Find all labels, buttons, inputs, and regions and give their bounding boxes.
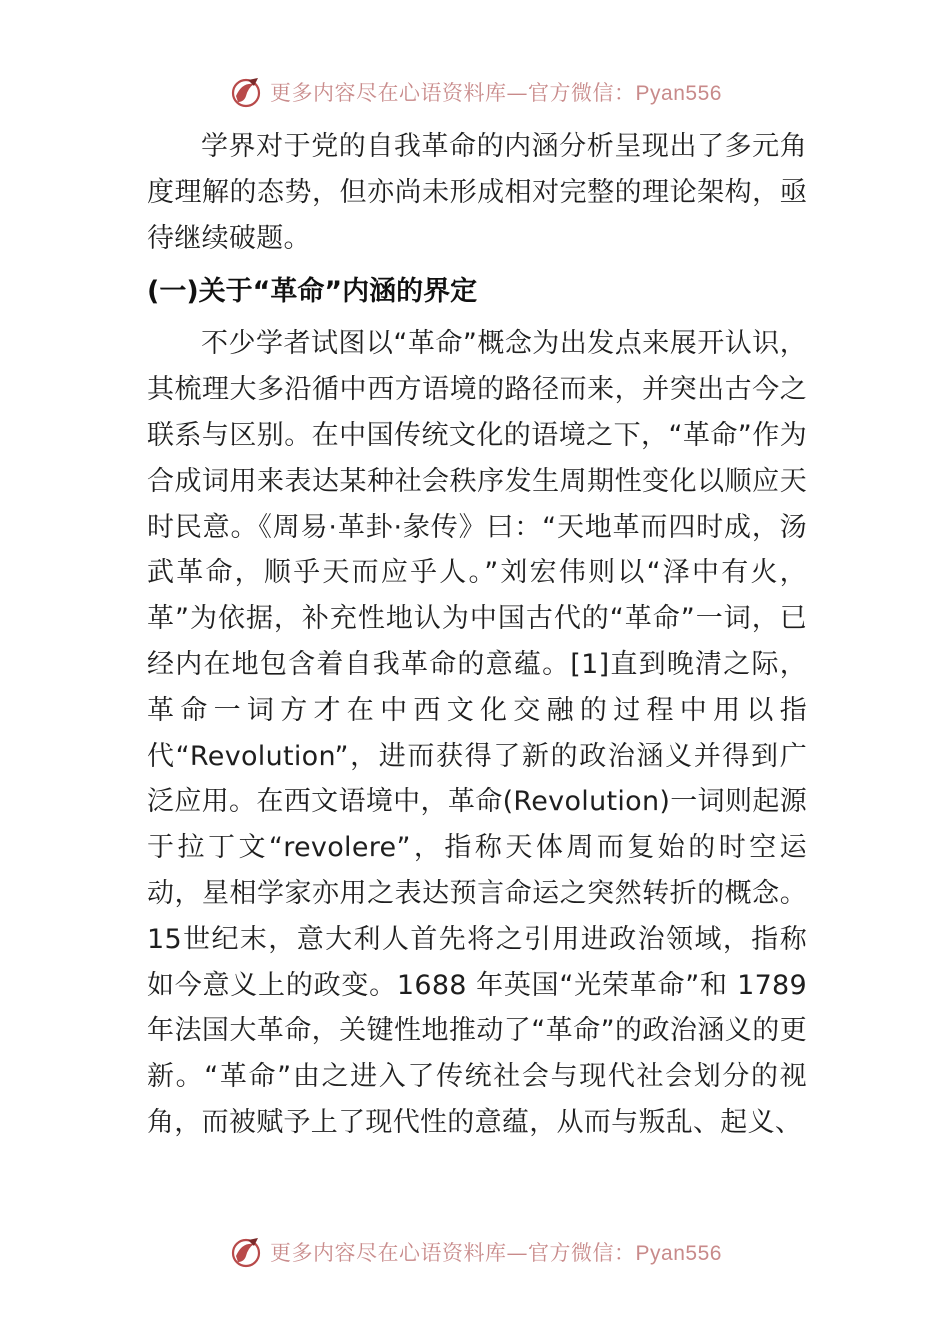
watermark-text: 更多内容尽在心语资料库—官方微信：Pyan556 (270, 81, 722, 105)
paragraph-revolution-definition: 不少学者试图以“革命”概念为出发点来展开认识，其梳理大多沿循中西方语境的路径而来，并突出古今之联系与区别。在中国传统文化的语境之下，“革命”作为合成词用来表达某种社会秩序发生周期性变化以顺应天时民意。《周易·革卦·彖传》曰：“天地革而四时成，汤武革命，顺乎天而应乎人。”刘宏伟则以“泽中有火，革”为依据，补充性地认为中国古代的“革命”一词，已经内在地包含着自我革命的意蕴。[1]直到晚清之际，革命一词方才在中西文化交融的过程中用以指代“Revolution”，进而获得了新的政治涵义并得到广泛应用。在西文语境中，革命(Revolution)一词则起源于拉丁文“revolere”，指称天体周而复始的时空运动，星相学家亦用之表达预言命运之突然转折的概念。15世纪末，意大利人首先将之引用进政治领域，指称如今意义上的政变。1688 年英国“光荣革命”和 1789 年法国大革命，关键性地推动了“革命”的政治涵义的更新。“革命”由之进入了传统社会与现代社会划分的视角，而被赋予上了现代性的意蕴，从而与叛乱、起义、 (147, 328, 807, 1138)
watermark-text: 更多内容尽在心语资料库—官方微信：Pyan556 (270, 1241, 722, 1265)
watermark-wechat-id: Pyan556 (635, 1242, 722, 1265)
paragraph-intro: 学界对于党的自我革命的内涵分析呈现出了多元角度理解的态势，但亦尚未形成相对完整的理论架构，亟待继续破题。 (147, 131, 807, 254)
brand-logo-icon (228, 1234, 264, 1270)
watermark-wechat-id: Pyan556 (635, 82, 722, 105)
document-body (147, 124, 807, 1146)
footer-watermark (0, 1228, 950, 1276)
header-watermark (0, 68, 950, 116)
section-heading: (一)关于“革命”内涵的界定 (147, 276, 478, 308)
brand-logo-icon (228, 74, 264, 110)
